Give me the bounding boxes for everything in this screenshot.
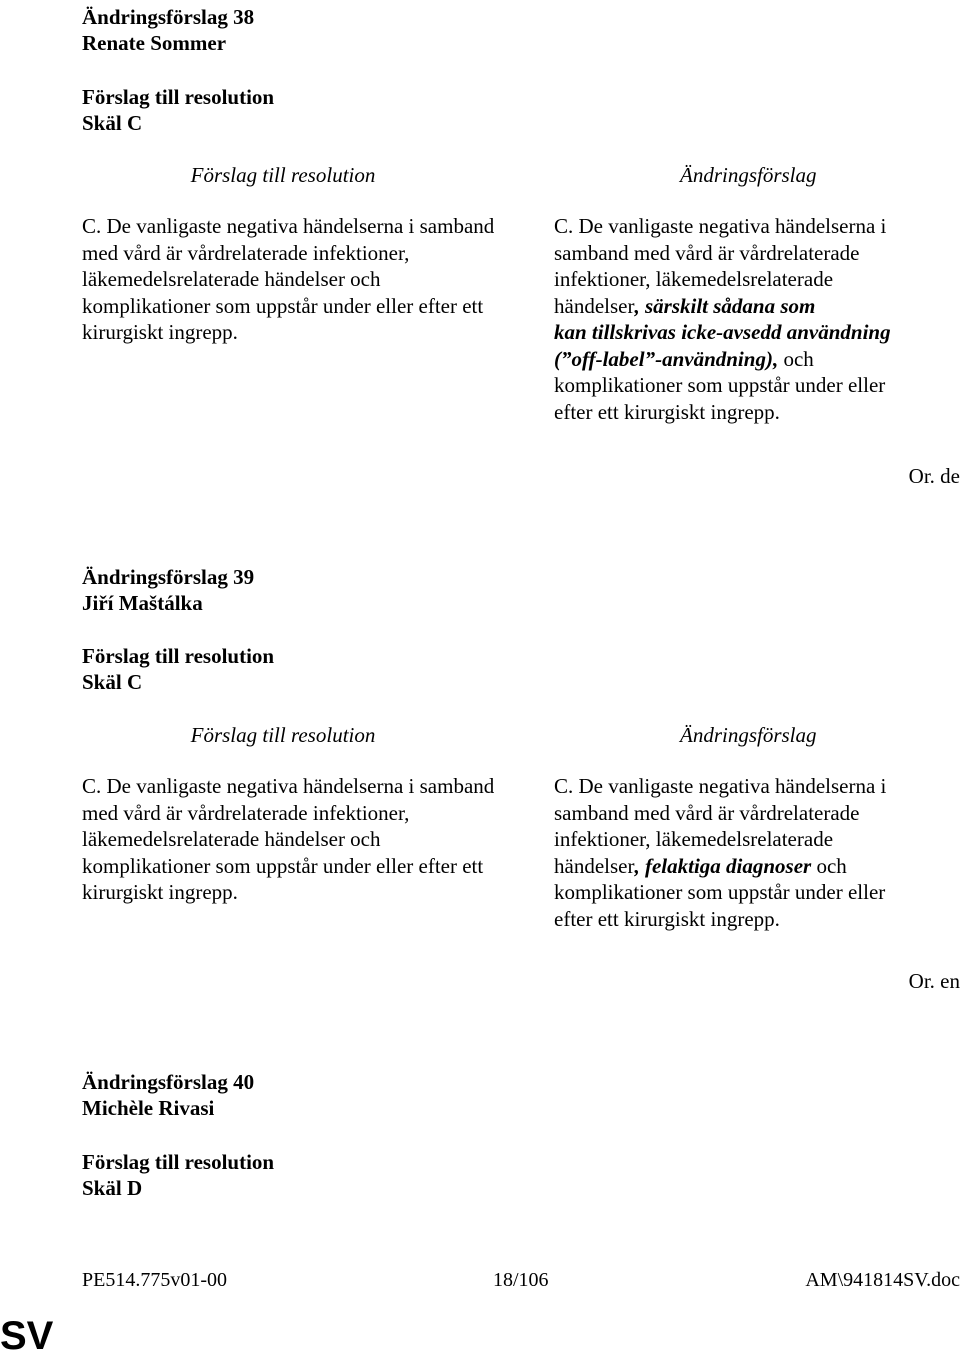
amendment-38-author: Renate Sommer [82,31,227,55]
amendment-40-motion: Förslag till resolution [82,1150,275,1174]
right-line: efter ett kirurgiskt ingrepp. [554,906,780,931]
right-line: komplikationer som uppstår under eller [554,373,886,397]
right-line: komplikationer som uppstår under eller [554,880,886,904]
amendment-39-right-head: Ändringsförslag [680,723,817,747]
amendment-40-author: Michèle Rivasi [82,1096,215,1120]
right-line [554,319,954,346]
amendment-38-original-language: Or. de [908,464,960,488]
amendment-39-right-text [554,773,954,932]
footer-doc-ref: PE514.775v01-00 [82,1269,227,1291]
amendment-39-recital: Skäl C [82,670,143,694]
amendment-38-right-head: Ändringsförslag [680,163,817,187]
right-line: infektioner, läkemedelsrelaterade [554,827,834,851]
amendment-inserted-text: , särskilt sådana som [634,293,816,318]
amendment-39-left-text: C. De vanligaste negativa händelserna i samband med vård är vårdrelaterade infektioner, läkemedelsrelaterade händelser och komplikationer som uppstår under eller efter ett kirurgiskt ingrepp. [82,774,495,904]
right-text-part: och [778,346,814,371]
right-line: efter ett kirurgiskt ingrepp. [554,399,780,424]
amendment-38-left-head: Förslag till resolution [190,163,376,187]
amendment-inserted-text: kan tillskrivas icke-avsedd användning [554,320,891,344]
amendment-38-recital: Skäl C [82,111,143,135]
footer-page-number: 18/106 [493,1269,549,1291]
amendment-39-left-head: Förslag till resolution [190,723,376,747]
amendment-38-motion: Förslag till resolution [82,85,275,109]
amendment-inserted-text: (”off-label”-användning), [554,346,779,371]
footer-file-name: AM\941814SV.doc [805,1269,960,1291]
amendment-39-title: Ändringsförslag 39 [82,565,255,589]
right-line: samband med vård är vårdrelaterade [554,800,860,825]
right-line: samband med vård är vårdrelaterade [554,240,860,265]
right-text-part: händelser [554,293,635,318]
amendment-40-title: Ändringsförslag 40 [82,1070,255,1094]
amendment-39-author: Jiří Maštálka [82,591,203,615]
footer-language-code: SV [0,1314,54,1358]
right-text-part: och [811,853,847,878]
right-line: C. De vanligaste negativa händelserna i [554,214,887,238]
amendment-38-left-text: C. De vanligaste negativa händelserna i samband med vård är vårdrelaterade infektioner, läkemedelsrelaterade händelser och komplikationer som uppstår under eller efter ett kirurgiskt ingrepp. [82,214,495,344]
right-line [554,293,954,320]
right-line [554,853,954,880]
amendment-inserted-text: , felaktiga diagnoser [634,853,812,878]
amendment-38-title: Ändringsförslag 38 [82,5,255,29]
right-line: infektioner, läkemedelsrelaterade [554,267,834,291]
right-line [554,346,954,373]
amendment-39-original-language: Or. en [908,969,960,993]
amendment-40-recital: Skäl D [82,1176,143,1200]
right-text-part: händelser [554,853,635,878]
right-line: C. De vanligaste negativa händelserna i [554,774,887,798]
amendment-39-motion: Förslag till resolution [82,644,275,668]
amendment-38-right-text [554,213,954,425]
